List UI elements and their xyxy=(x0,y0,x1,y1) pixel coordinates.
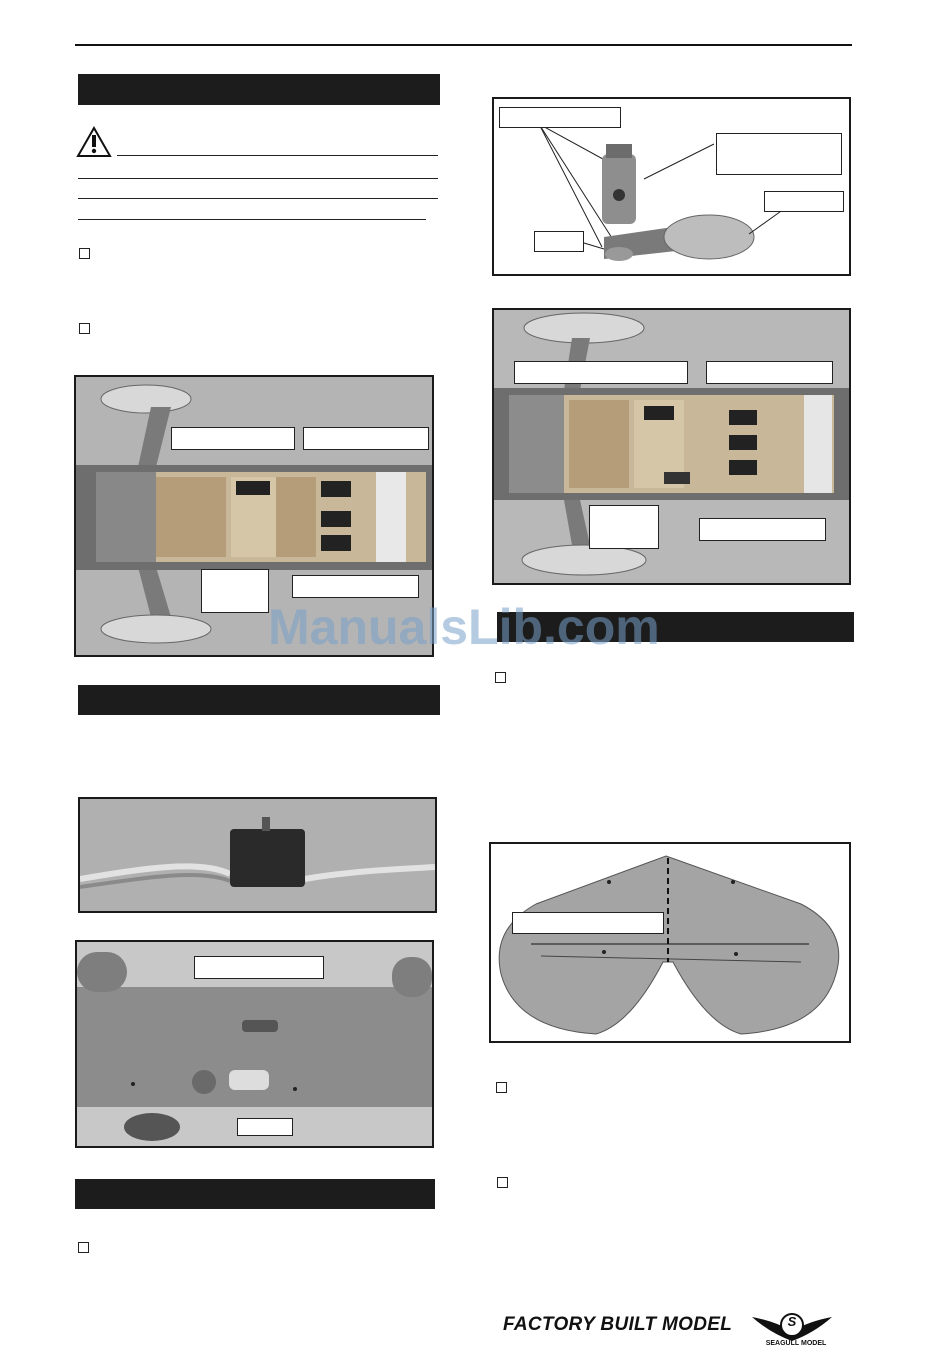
warning-rule-1 xyxy=(117,155,438,156)
callout-box-9 xyxy=(764,191,844,212)
callout-box-2 xyxy=(303,427,429,450)
callout-box-8 xyxy=(716,133,842,175)
callout-box-13 xyxy=(589,505,659,549)
callout-box-14 xyxy=(699,518,826,541)
step-checkbox-6[interactable] xyxy=(497,1177,508,1188)
step-checkbox-3[interactable] xyxy=(78,1242,89,1253)
section-header-bar-1 xyxy=(78,74,440,105)
callout-box-4 xyxy=(292,575,419,598)
callout-box-7 xyxy=(499,107,621,128)
callout-box-15 xyxy=(512,912,664,934)
step-checkbox-2[interactable] xyxy=(79,323,90,334)
callout-box-1 xyxy=(171,427,295,450)
step-checkbox-4[interactable] xyxy=(495,672,506,683)
step-checkbox-5[interactable] xyxy=(496,1082,507,1093)
section-header-bar-2 xyxy=(78,685,440,715)
footer-brand-text: FACTORY BUILT MODEL xyxy=(503,1314,733,1335)
photo-servo-bay-right xyxy=(492,308,851,585)
seagull-logo-letter: S xyxy=(787,1314,797,1329)
step-checkbox-1[interactable] xyxy=(79,248,90,259)
warning-rule-4 xyxy=(78,219,426,220)
callout-box-5 xyxy=(194,956,324,979)
header-rule xyxy=(75,44,852,46)
photo-stabilizer xyxy=(489,842,851,1043)
photo-fuselage-bottom xyxy=(75,940,434,1148)
callout-box-11 xyxy=(514,361,688,384)
photo-switch xyxy=(78,797,437,913)
watermark: ManualsLib.com xyxy=(268,599,660,655)
callout-box-6 xyxy=(237,1118,293,1136)
seagull-logo-text: SEAGULL MODEL xyxy=(765,1340,827,1347)
section-header-bar-3 xyxy=(75,1179,435,1209)
callout-box-3 xyxy=(201,569,269,613)
warning-rule-3 xyxy=(78,198,438,199)
callout-box-12 xyxy=(706,361,833,384)
warning-rule-2 xyxy=(78,178,438,179)
warning-triangle-icon xyxy=(76,126,112,158)
callout-box-10 xyxy=(534,231,584,252)
photo-pushrod-connector xyxy=(492,97,851,276)
